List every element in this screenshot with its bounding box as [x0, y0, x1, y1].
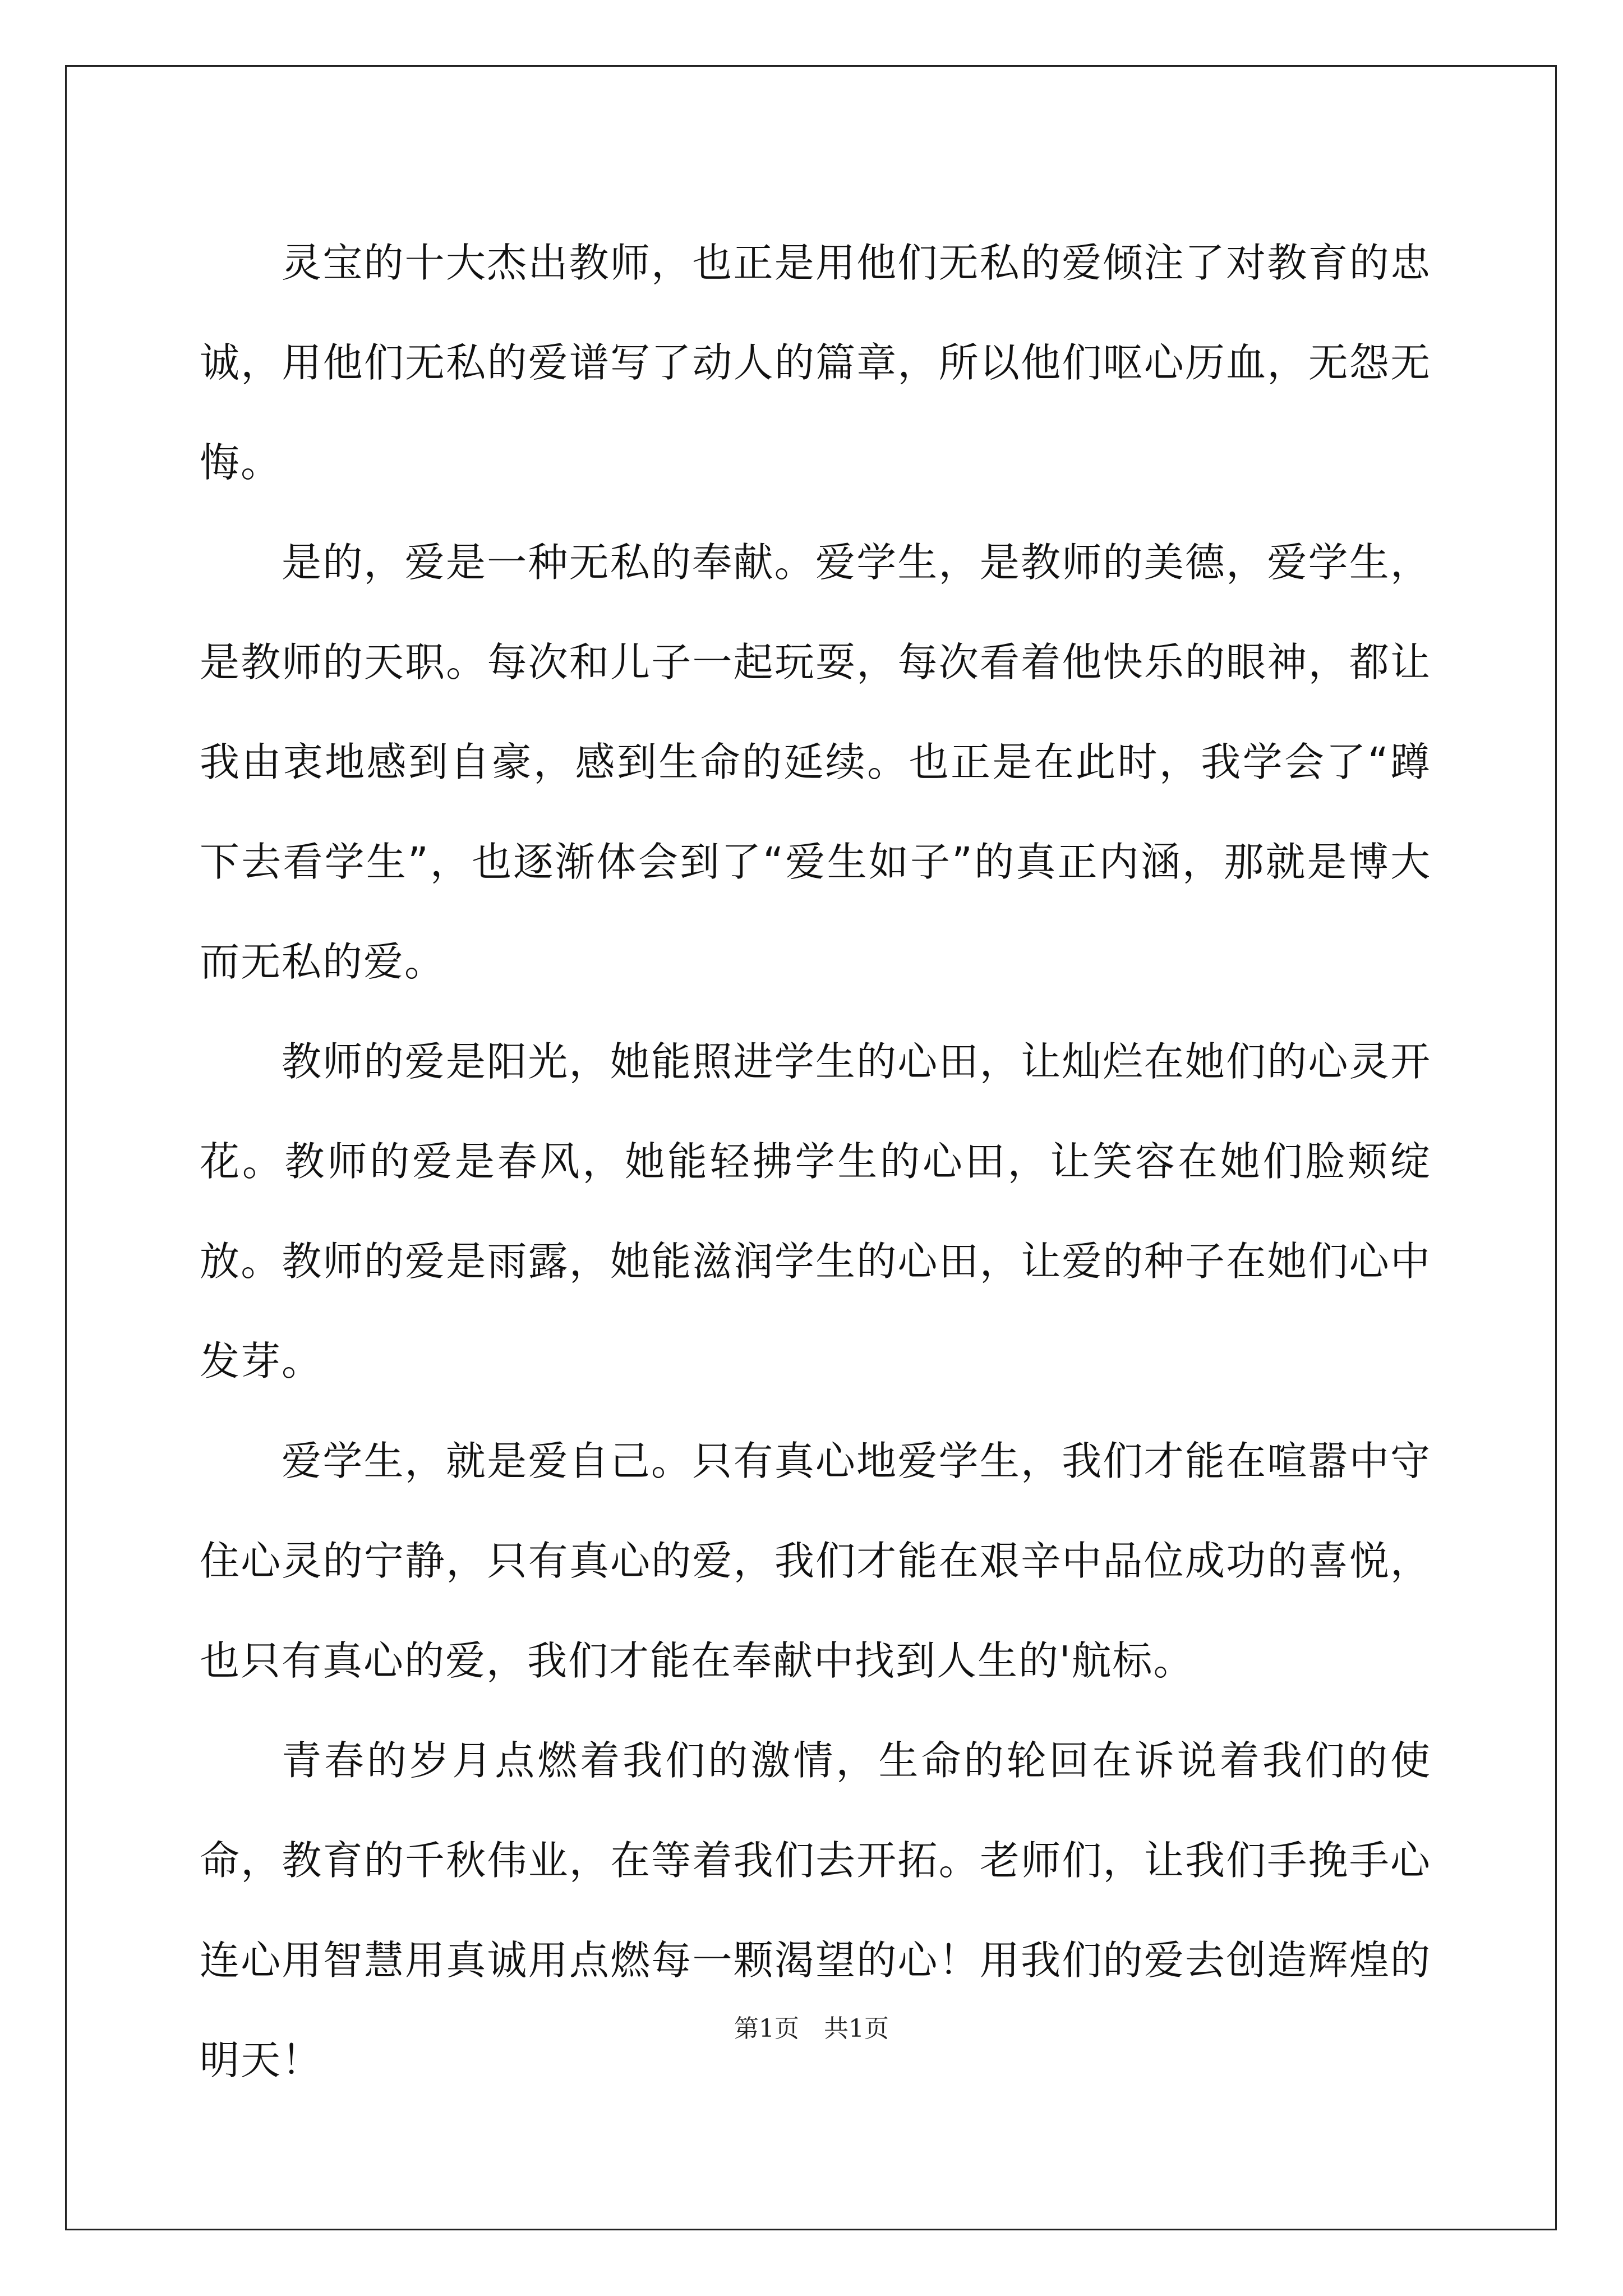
paragraph-2: 是的，爱是一种无私的奉献。爱学生，是教师的美德，爱学生，是教师的天职。每次和儿子一起玩耍，每次看着他快乐的眼神，都让我由衷地感到自豪，感到生命的延续。也正是在此时，我学会了“蹲下去看学生”，也逐渐体会到了“爱生如子”的真正内涵，那就是博大而无私的爱。: [200, 539, 1431, 985]
paragraph-3: 教师的爱是阳光，她能照进学生的心田，让灿烂在她们的心灵开花。教师的爱是春风，她能轻拂学生的心田，让笑容在她们脸颊绽放。教师的爱是雨露，她能滋润学生的心田，让爱的种子在她们心中发芽。: [200, 1038, 1431, 1384]
page-number-footer: 第1页 共1页: [734, 2014, 889, 2043]
paragraph-5: 青春的岁月点燃着我们的激情，生命的轮回在诉说着我们的使命，教育的千秋伟业，在等着我们去开拓。老师们，让我们手挽手心连心用智慧用真诚用点燃每一颗渴望的心！用我们的爱去创造辉煌的明天！: [200, 1737, 1431, 2083]
document-body: [200, 213, 1431, 2110]
paragraph-4: 爱学生，就是爱自己。只有真心地爱学生，我们才能在喧嚣中守住心灵的宁静，只有真心的爱，我们才能在艰辛中品位成功的喜悦，也只有真心的爱，我们才能在奉献中找到人生的'航标。: [200, 1438, 1431, 1684]
paragraph-1: 灵宝的十大杰出教师，也正是用他们无私的爱倾注了对教育的忠诚，用他们无私的爱谱写了动人的篇章，所以他们呕心历血，无怨无悔。: [200, 240, 1431, 486]
